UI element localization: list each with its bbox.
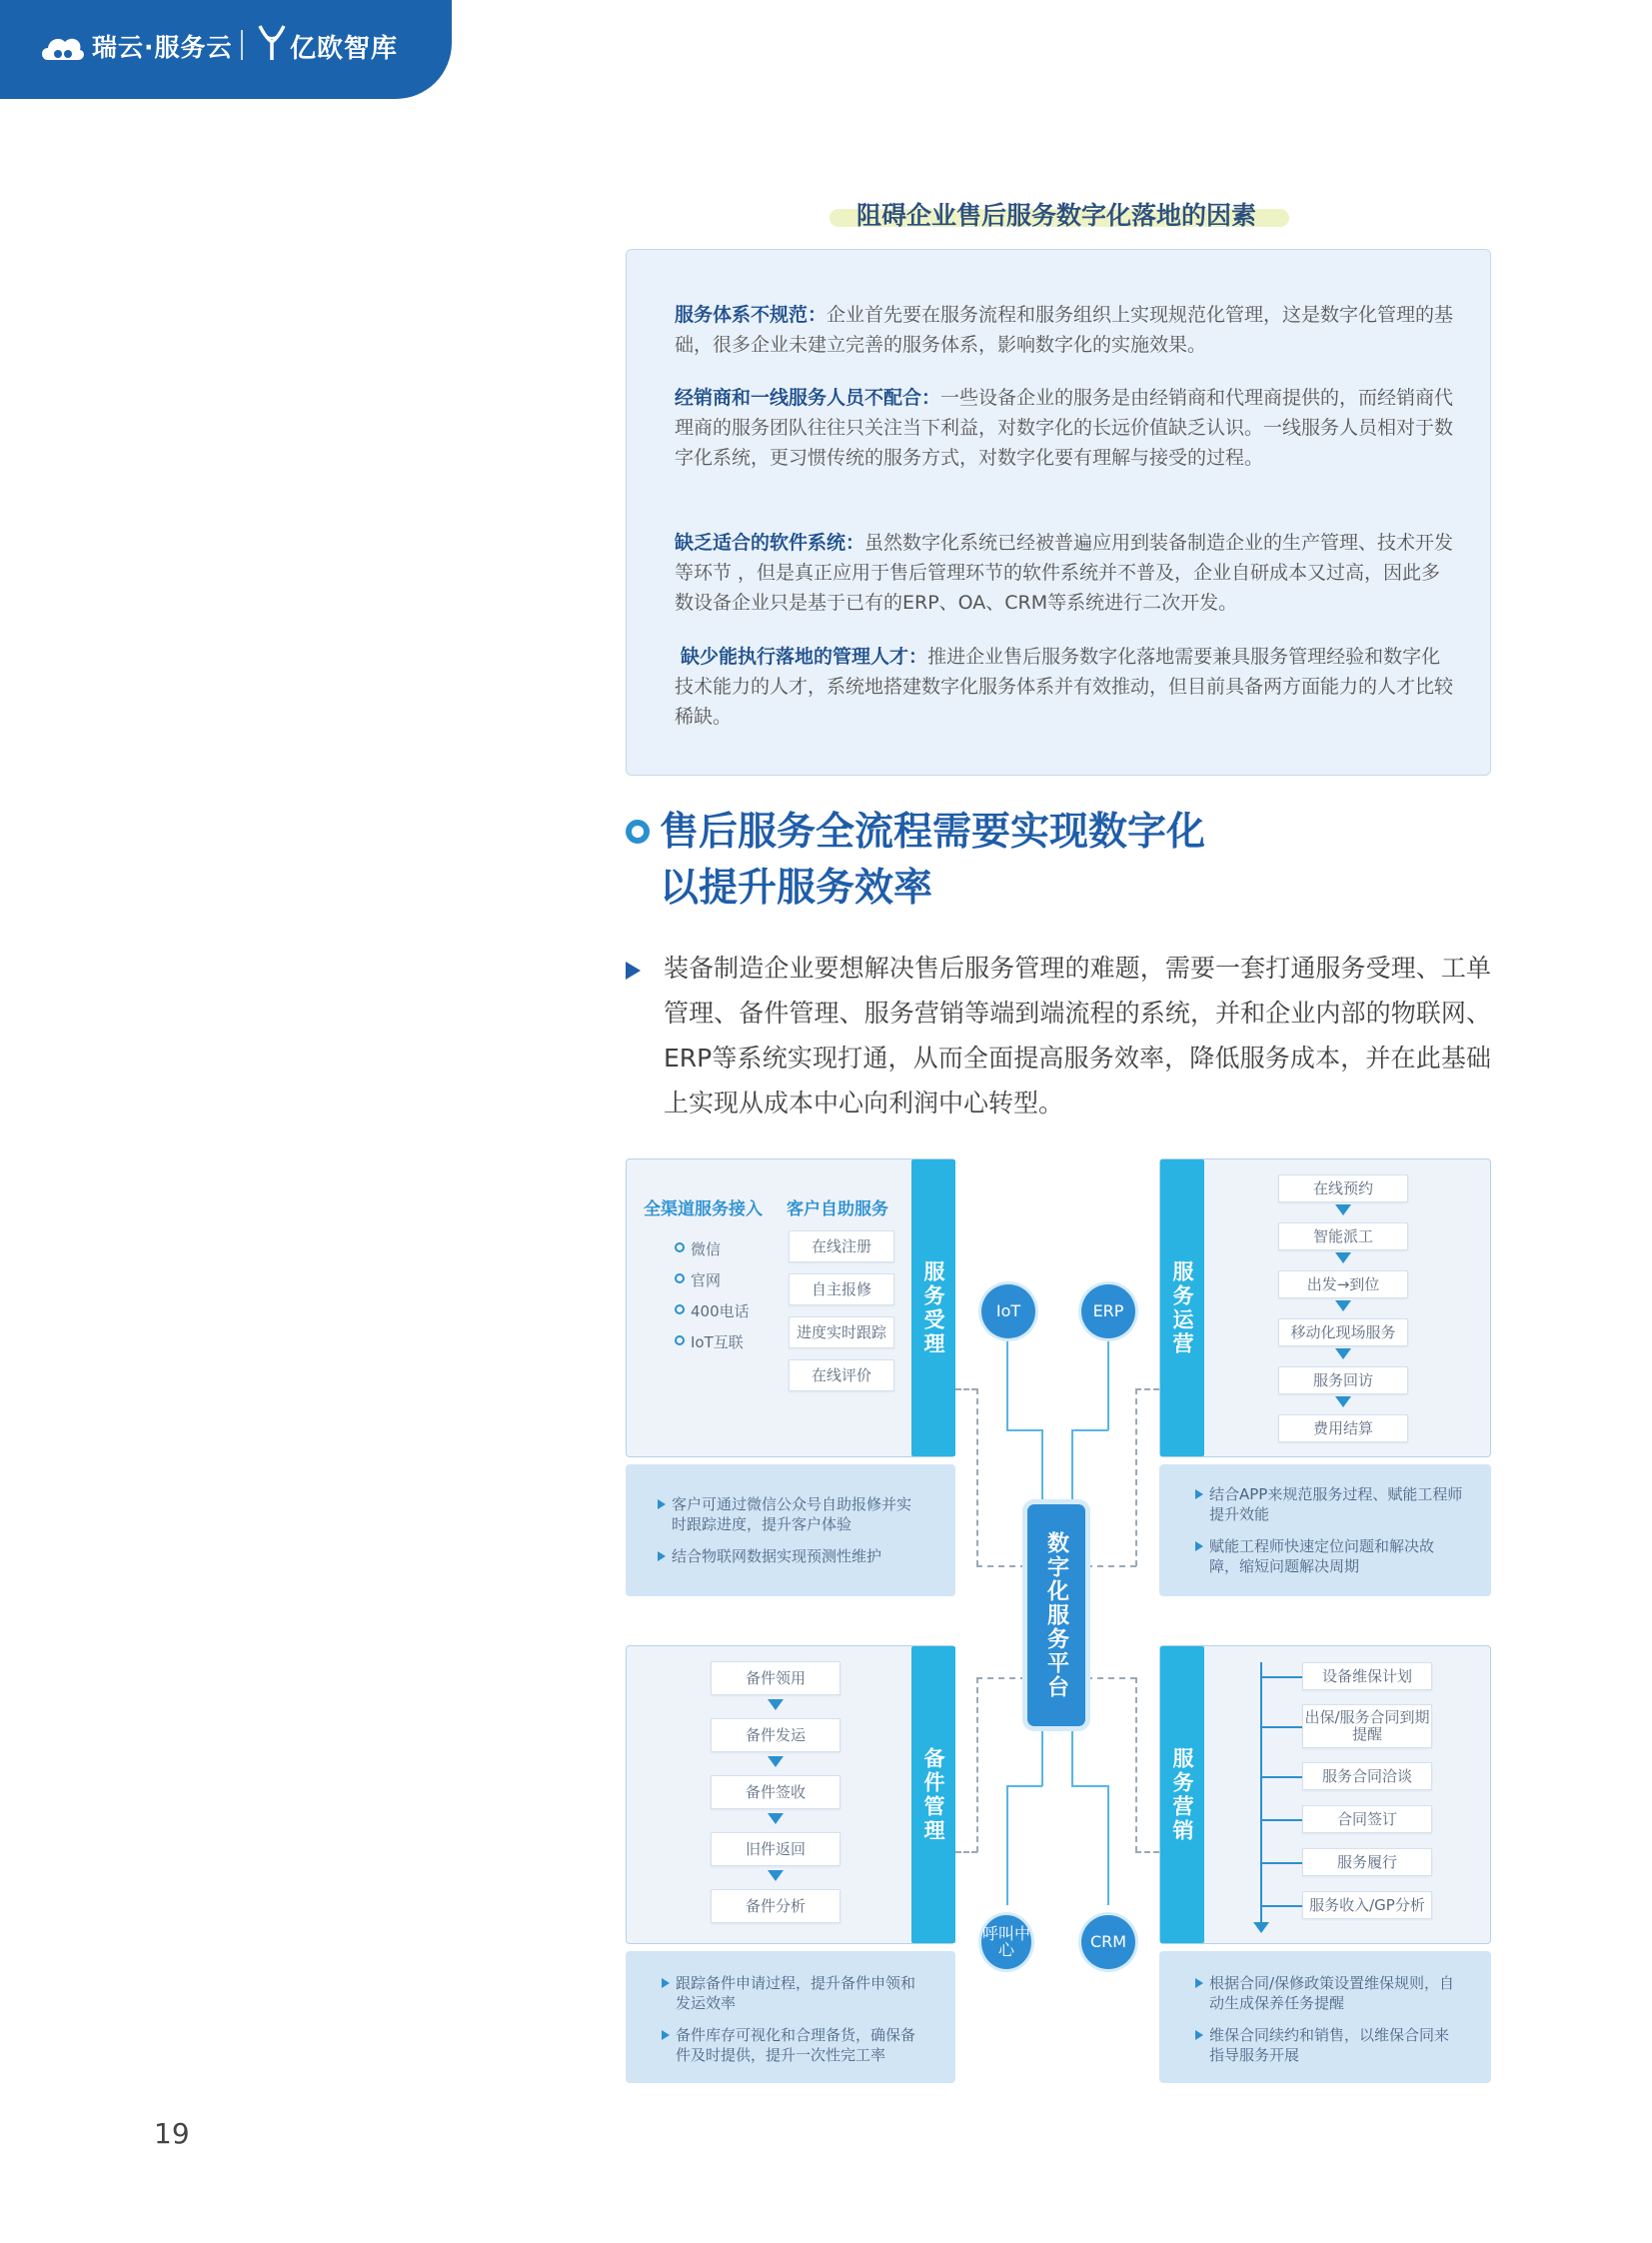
factor-text: 企业首先要在服务流程和服务组织上实现规范化管理，这是数字化管理的基础，很多企业未建立完善的服务体系，影响数字化的实施效果。 (675, 304, 1454, 356)
acceptance-label: 服务受理 (911, 1159, 955, 1456)
self-service-item: 自主报修 (789, 1273, 894, 1305)
note-item: 结合APP来规范服务过程、赋能工程师提升效能 (1193, 1484, 1463, 1524)
operation-label: 服务运营 (1160, 1159, 1204, 1456)
connector (1107, 1785, 1109, 1905)
marketing-notes (1159, 1951, 1491, 2083)
section-heading-line1: 售后服务全流程需要实现数字化 (660, 810, 1206, 855)
down-arrow-icon (768, 1756, 784, 1767)
parts-step: 旧件返回 (711, 1832, 840, 1866)
connector (1006, 1785, 1042, 1787)
factor-label: 缺少能执行落地的管理人才： (681, 646, 928, 668)
timeline-tick (1262, 1676, 1302, 1678)
connector (1071, 1726, 1073, 1786)
note-item: 备件库存可视化和合理备货，确保备件及时提供，提升一次性完工率 (660, 2025, 929, 2065)
timeline-tick (1262, 1726, 1302, 1728)
factor-label: 服务体系不规范： (675, 304, 827, 326)
factor-item (675, 383, 1458, 473)
self-service-item: 在线注册 (789, 1230, 894, 1262)
marketing-step: 服务履行 (1302, 1848, 1432, 1876)
connector (1006, 1331, 1008, 1430)
factor-label: 缺乏适合的软件系统： (675, 532, 865, 554)
header-brand-tab (0, 0, 452, 99)
acceptance-panel (626, 1158, 955, 1457)
parts-step: 备件发运 (711, 1718, 840, 1752)
parts-label: 备件管理 (911, 1646, 955, 1943)
section-heading-line2: 以提升服务效率 (660, 866, 933, 911)
connector (1086, 1677, 1136, 1679)
connector (976, 1677, 978, 1852)
parts-panel (626, 1645, 955, 1944)
factor-item (675, 642, 1458, 732)
timeline-tick (1262, 1862, 1302, 1864)
cloud-logo-icon (38, 30, 86, 66)
parts-step: 备件签收 (711, 1775, 840, 1809)
operation-panel (1159, 1158, 1491, 1457)
factor-text: 推进企业售后服务数字化落地需要兼具服务管理经验和数字化技术能力的人才，系统地搭建数字化服务体系并有效推动，但目前具备两方面能力的人才比较稀缺。 (675, 646, 1454, 728)
self-service-item: 在线评价 (789, 1359, 894, 1391)
partner-logo-icon (256, 22, 288, 64)
channel-item: IoT互联 (675, 1331, 744, 1352)
factors-title: 阻碍企业售后服务数字化落地的因素 (855, 201, 1256, 230)
connector (1071, 1785, 1108, 1787)
connector (1006, 1429, 1042, 1431)
paragraph-arrow-icon (626, 962, 641, 980)
timeline-line (1260, 1662, 1262, 1924)
down-arrow-icon (768, 1870, 784, 1881)
factor-text: 一些设备企业的服务是由经销商和代理商提供的，而经销商代理商的服务团队往往只关注当下利益，对数字化的长远价值缺乏认识。一线服务人员相对于数字化系统，更习惯传统的服务方式，对数字化要有理解与接受的过程。 (675, 387, 1454, 469)
channel-item: 官网 (675, 1269, 721, 1290)
note-item: 跟踪备件申请过程，提升备件申领和发运效率 (660, 1973, 929, 2013)
parts-step: 备件分析 (711, 1889, 840, 1923)
connector (1135, 1851, 1159, 1853)
down-arrow-icon (1335, 1300, 1351, 1311)
connector (976, 1565, 1026, 1567)
marketing-panel (1159, 1645, 1491, 1944)
note-item: 根据合同/保修政策设置维保规则，自动生成保养任务提醒 (1193, 1973, 1463, 2013)
marketing-step: 服务收入/GP分析 (1302, 1891, 1432, 1919)
operation-step: 费用结算 (1278, 1414, 1408, 1442)
connector (1135, 1677, 1137, 1852)
down-arrow-icon (1335, 1396, 1351, 1407)
connector (1107, 1331, 1109, 1430)
page-number: 19 (154, 2117, 190, 2150)
connector (1006, 1785, 1008, 1905)
operation-step: 在线预约 (1278, 1174, 1408, 1202)
connector (1135, 1388, 1137, 1566)
marketing-step: 合同签订 (1302, 1805, 1432, 1833)
digital-platform-core: 数字化服务平台 (1027, 1504, 1085, 1726)
operation-step: 移动化现场服务 (1278, 1318, 1408, 1346)
note-item: 赋能工程师快速定位问题和解决故障，缩短问题解决周期 (1193, 1536, 1463, 1576)
erp-node: ERP (1081, 1284, 1135, 1338)
connector (1086, 1565, 1136, 1567)
parts-notes (626, 1951, 955, 2083)
marketing-step: 出保/服务合同到期提醒 (1302, 1704, 1432, 1748)
timeline-tick (1262, 1905, 1302, 1907)
operation-step: 服务回访 (1278, 1366, 1408, 1394)
timeline-tick (1262, 1819, 1302, 1821)
connector (976, 1388, 978, 1566)
iot-node: IoT (981, 1284, 1035, 1338)
connector (955, 1388, 977, 1390)
down-arrow-icon (768, 1699, 784, 1710)
down-arrow-icon (1335, 1204, 1351, 1215)
connector (976, 1677, 1026, 1679)
connector (1041, 1429, 1043, 1505)
acceptance-notes (626, 1464, 955, 1596)
connector (1071, 1429, 1073, 1505)
section-heading (660, 805, 1279, 917)
factor-item (675, 528, 1458, 618)
self-service-title: 客户自助服务 (787, 1199, 888, 1219)
timeline-tick (1262, 1776, 1302, 1778)
channel-item: 微信 (675, 1238, 721, 1259)
marketing-label: 服务营销 (1160, 1646, 1204, 1943)
note-item: 客户可通过微信公众号自助报修并实时跟踪进度，提升客户体验 (656, 1494, 925, 1534)
channel-title: 全渠道服务接入 (644, 1199, 763, 1219)
intro-paragraph: 装备制造企业要想解决售后服务管理的难题，需要一套打通服务受理、工单管理、备件管理、服务营销等端到端流程的系统，并和企业内部的物联网、ERP等系统实现打通，从而全面提高服务效率，降低服务成本，并在此基础上实现从成本中心向利润中心转型。 (664, 954, 1491, 1118)
partner-name: 亿欧智库 (290, 34, 399, 64)
down-arrow-icon (1335, 1252, 1351, 1263)
connector (955, 1851, 977, 1853)
down-arrow-icon (1335, 1348, 1351, 1359)
connector (1135, 1388, 1159, 1390)
factor-text: 虽然数字化系统已经被普遍应用到装备制造企业的生产管理、技术开发等环节 ，但是真正应用于售后管理环节的软件系统并不普及，企业自研成本又过高，因此多数设备企业只是基于已有的ERP、OA、CRM等系统进行二次开发。 (675, 532, 1454, 614)
section-bullet-icon (626, 820, 650, 844)
brand-name: 瑞云·服务云 (92, 33, 233, 62)
operation-step: 智能派工 (1278, 1222, 1408, 1250)
self-service-item: 进度实时跟踪 (789, 1316, 894, 1348)
note-item: 维保合同续约和销售，以维保合同来指导服务开展 (1193, 2025, 1463, 2065)
operation-step: 出发→到位 (1278, 1270, 1408, 1298)
crm-node: CRM (1081, 1915, 1135, 1969)
parts-step: 备件领用 (711, 1661, 840, 1695)
factors-box (626, 249, 1491, 776)
factors-title-wrap (822, 196, 1291, 232)
connector (1071, 1429, 1108, 1431)
factor-label: 经销商和一线服务人员不配合： (675, 387, 941, 409)
down-arrow-icon (1253, 1922, 1269, 1933)
down-arrow-icon (768, 1813, 784, 1824)
brand-separator (241, 30, 243, 60)
factor-item (675, 300, 1458, 360)
channel-item: 400电话 (675, 1300, 750, 1321)
note-item: 结合物联网数据实现预测性维护 (656, 1546, 925, 1566)
operation-notes (1159, 1464, 1491, 1596)
connector (1041, 1726, 1043, 1786)
marketing-step: 服务合同洽谈 (1302, 1762, 1432, 1790)
call-center-node: 呼叫中心 (981, 1915, 1031, 1969)
marketing-step: 设备维保计划 (1302, 1662, 1432, 1690)
